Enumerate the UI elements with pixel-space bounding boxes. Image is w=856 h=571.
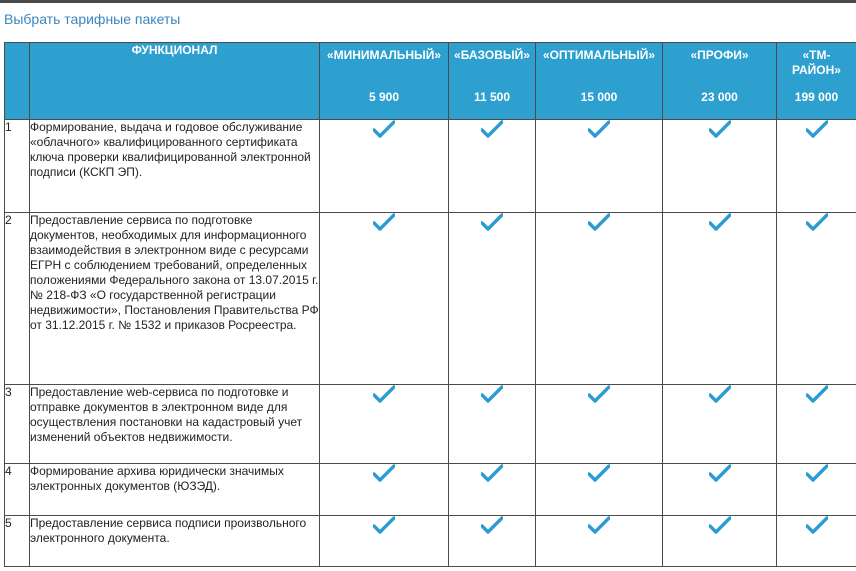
table-row	[5, 385, 856, 464]
check-cell	[663, 464, 777, 516]
feature-description: Предоставление web-сервиса по подготовке и отправке документов в электронном виде для осуществления постановки на кадастровый учет изменений объектов недвижимости.	[30, 385, 320, 464]
check-cell	[320, 464, 449, 516]
check-cell	[777, 516, 856, 567]
checkmark-icon	[481, 120, 503, 138]
checkmark-icon	[373, 120, 395, 138]
check-cell	[320, 213, 449, 385]
check-cell	[663, 120, 777, 213]
table-row	[5, 120, 856, 213]
check-cell	[536, 516, 663, 567]
checkmark-icon	[709, 120, 731, 138]
check-cell	[449, 516, 536, 567]
check-cell	[449, 213, 536, 385]
check-cell	[536, 464, 663, 516]
check-cell	[663, 385, 777, 464]
feature-description: Формирование архива юридически значимых электронных документов (ЮЗЭД).	[30, 464, 320, 516]
checkmark-icon	[588, 516, 610, 534]
feature-description: Предоставление сервиса подписи произвольного электронного документа.	[30, 516, 320, 567]
check-cell	[536, 385, 663, 464]
plan-header-profi[interactable]	[663, 43, 777, 120]
plan-price: 199 000	[794, 90, 839, 104]
plan-price: 23 000	[701, 90, 738, 104]
checkmark-icon	[806, 516, 828, 534]
check-cell	[777, 120, 856, 213]
table-row	[5, 213, 856, 385]
plan-name: «ОПТИМАЛЬНЫЙ»	[542, 48, 656, 62]
checkmark-icon	[709, 213, 731, 231]
checkmark-icon	[588, 213, 610, 231]
check-cell	[777, 464, 856, 516]
plan-name: «МИНИМАЛЬНЫЙ»	[326, 48, 442, 62]
check-cell	[449, 385, 536, 464]
check-cell	[663, 516, 777, 567]
row-number: 5	[5, 516, 30, 567]
table-row	[5, 516, 856, 567]
checkmark-icon	[481, 385, 503, 403]
checkmark-icon	[481, 464, 503, 482]
plan-name: «БАЗОВЫЙ»	[454, 48, 530, 62]
page-title[interactable]: Выбрать тарифные пакеты	[4, 11, 181, 27]
checkmark-icon	[709, 516, 731, 534]
checkmark-icon	[806, 120, 828, 138]
checkmark-icon	[709, 464, 731, 482]
row-number: 1	[5, 120, 30, 213]
row-number: 4	[5, 464, 30, 516]
top-divider	[0, 0, 856, 3]
plan-header-tm-raion[interactable]	[777, 43, 856, 120]
check-cell	[777, 385, 856, 464]
check-cell	[320, 120, 449, 213]
checkmark-icon	[588, 385, 610, 403]
number-column-header	[5, 43, 30, 120]
row-number: 3	[5, 385, 30, 464]
checkmark-icon	[806, 385, 828, 403]
header-row	[5, 43, 856, 120]
check-cell	[449, 464, 536, 516]
plan-header-optimal[interactable]	[536, 43, 663, 120]
feature-column-header: ФУНКЦИОНАЛ	[30, 43, 320, 120]
checkmark-icon	[481, 213, 503, 231]
checkmark-icon	[373, 385, 395, 403]
checkmark-icon	[806, 213, 828, 231]
check-cell	[320, 516, 449, 567]
feature-description: Формирование, выдача и годовое обслуживание «облачного» квалифицированного сертификата ключа проверки квалифицированной электронной подписи (КСКП ЭП).	[30, 120, 320, 213]
table-row	[5, 464, 856, 516]
check-cell	[449, 120, 536, 213]
checkmark-icon	[588, 120, 610, 138]
check-cell	[536, 120, 663, 213]
check-cell	[320, 385, 449, 464]
plan-price: 11 500	[473, 90, 511, 104]
checkmark-icon	[373, 516, 395, 534]
plan-header-basic[interactable]	[449, 43, 536, 120]
checkmark-icon	[481, 516, 503, 534]
checkmark-icon	[373, 213, 395, 231]
check-cell	[663, 213, 777, 385]
check-cell	[777, 213, 856, 385]
checkmark-icon	[806, 464, 828, 482]
check-cell	[536, 213, 663, 385]
plan-price: 5 900	[368, 90, 400, 104]
plan-price: 15 000	[580, 90, 618, 104]
tariff-table	[4, 42, 856, 567]
row-number: 2	[5, 213, 30, 385]
feature-description: Предоставление сервиса по подготовке документов, необходимых для информационного взаимодействия в электронном виде с ресурсами ЕГРН с соблюдением требований, определенных положениями Федерального закона от 13.07.2015 г. № 218-ФЗ «О государственной регистрации недвижимости», Постановления Правительства РФ от 31.12.2015 г. № 1532 и приказов Росреестра.	[30, 213, 320, 385]
plan-name: «ТМ-РАЙОН»	[792, 48, 841, 77]
plan-header-minimal[interactable]	[320, 43, 449, 120]
checkmark-icon	[709, 385, 731, 403]
plan-name: «ПРОФИ»	[690, 48, 749, 62]
checkmark-icon	[373, 464, 395, 482]
checkmark-icon	[588, 464, 610, 482]
